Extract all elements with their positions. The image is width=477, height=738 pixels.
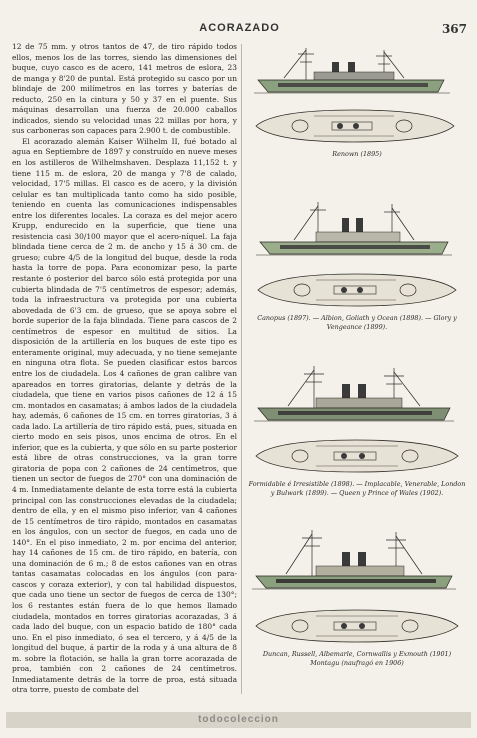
column-divider bbox=[241, 44, 242, 694]
ship-figure-duncan bbox=[244, 528, 470, 667]
figure-caption: Formidable é Irresistible (1898). — Implacable, Venerable, London y Bulwark (1899). — Queen y Prince of Wales (1902). bbox=[248, 480, 466, 497]
page-number: 367 bbox=[441, 22, 467, 36]
figure-caption: Canopus (1897). — Albion, Goliath y Ocean (1898). — Glory y Vengeance (1899). bbox=[257, 314, 457, 331]
paragraph: El acorazado alemán Kaiser Wilhelm II, fué botado al agua en Septiembre de 1897 y construído en nueve meses en los astilleros de Wilhelmshaven. Desplaza 11,152 t. y tiene 115 m. de eslora, 20 de manga y 7'8 de calado, velocidad, 17'5 millas. El casco es de acero, y la división celular es tan multiplicada tanto como ha sido posible, teniendo en cuenta las comunicaciones indispensables entre los diferentes locales. La coraza es del mejor acero Krupp, endurecido en la superficie, que tiene una resistencia casi 30/100 mayor que el acero-níquel. La faja blindada tiene cerca de 2 m. de ancho y 15 á 30 cm. de grueso; cubre 4/5 de la longitud del buque, desde la roda hasta la torre de popa. Para economizar peso, la parte restante ó posterior del barco sólo está protegida por una cubierta blindada de 7'5 centímetros de espesor; además, toda la infraestructura va protegida por una cubierta abovedada de 6'3 cm. de grueso, que se apoya sobre el borde superior de la faja blindada. Tiene para cascos de 2 centímetros de espesor en multitud de sitios. La disposición de la artillería en los buques de este tipo es enteramente original, muy adecuada, y no tiene semejante en ninguna otra flota. Se pueden clasificar estos barcos entre los de ciudadela. Los 4 cañones de gran calibre van apareados en torres giratorias, delante y detrás de la ciudadela, que tiene en varios pisos cañones de 12 á 15 cm. montados en casamatas; á ambos lados de la ciudadela hay, además, 6 cañones de 15 cm. en torres giratorias, 3 á cada lado. La artillería de tiro rápido está, pues, situada en cierto modo en seis pisos, unos encima de otros. En el inferior, que es la cubierta, y que sólo en su parte posterior está libre de otras construcciones, va la gran torre giratoria de popa con 2 cañones de 24 centímetros, que tienen un sector de fuegos de 270° con una dominación de 4 m. Inmediatamente delante de esta torre está la cubierta principal con las construcciones elevadas de la ciudadela; dentro de ella, y en el mismo piso inferior, van 4 cañones de 15 centímetros de tiro rápido, montados en casamatas en los ángulos, con un sector de fuegos, en cada uno de 140°. En el piso inmediato, 2 m. por encima del anterior, hay 14 cañones de 15 cm. de tiro rápido, en batería, con una dominación de 6 m.; 8 de estos cañones van en otras tantas casamatas colocadas en los ángulos (con para-cascos y coraza exterior), y con tal habilidad dispuestos, que cada uno tiene un sector de fuegos de cerca de 130°; los 6 restantes están fuera de lo que hemos llamado ciudadela, montados en torres giratorias acorazadas, 3 á cada lado del buque, con un espacio batido de 180° cada uno. En el piso inmediato, ó sea el tercero, y á 4/5 de la longitud del buque, á partir de la roda y á una altura de 8 m. sobre la flotación, se halla la gran torre acorazada de proa, también con 2 cañones de 24 centímetros. Inmediatamente detrás de la torre de proa, está situada otra torre, puesto de combate del bbox=[12, 136, 237, 695]
ship-figure-formidable bbox=[244, 362, 470, 497]
figure-caption: Renown (1895) bbox=[332, 150, 382, 158]
battleship-elevation-and-plan-icon bbox=[244, 40, 470, 150]
watermark-bar bbox=[6, 712, 471, 728]
battleship-elevation-and-plan-icon bbox=[244, 362, 470, 480]
page-header bbox=[12, 22, 467, 38]
ship-figure-renown bbox=[244, 40, 470, 159]
battleship-elevation-and-plan-icon bbox=[244, 528, 470, 650]
running-title: ACORAZADO bbox=[199, 22, 280, 34]
battleship-elevation-and-plan-icon bbox=[244, 198, 470, 314]
ship-figure-canopus bbox=[244, 198, 470, 331]
paragraph: 12 de 75 mm. y otros tantos de 47, de tiro rápido todos ellos, menos los de las torres, siendo las dimensiones del buque, cuyo casco es de acero, 141 metros de eslora, 23 de manga y 8'20 de puntal. Está protegido su casco por un blindaje de 200 milímetros en las torres y baterías de reducto, 250 en la cintura y 50 y 37 en el puente. Sus máquinas desarrollan una fuerza de 20.000 caballos indicados, siendo su velocidad unas 22 millas por hora, y sus carboneras son capaces para 2.900 t. de combustible. bbox=[12, 42, 237, 136]
body-text-column bbox=[12, 42, 237, 695]
figure-column bbox=[244, 40, 470, 700]
figure-caption: Duncan, Russell, Albemarle, Cornwallis y Exmouth (1901) Montagu (naufragó en 1906) bbox=[262, 650, 452, 667]
watermark-text: todocoleccion bbox=[198, 714, 279, 725]
